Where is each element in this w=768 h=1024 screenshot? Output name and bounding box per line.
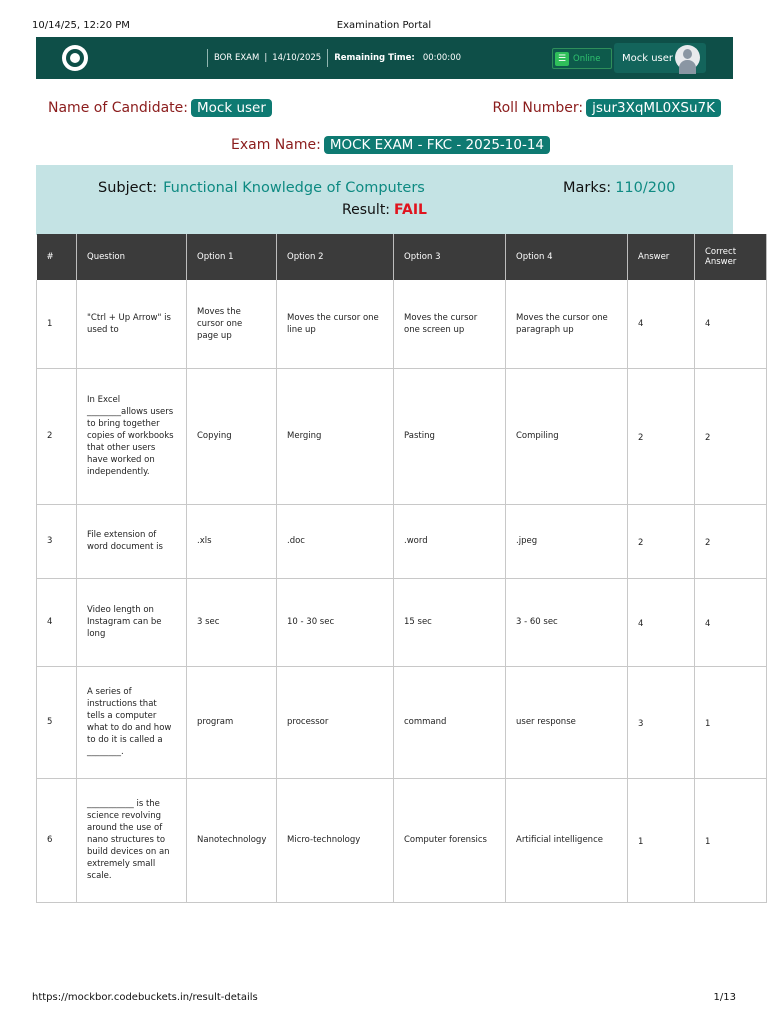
exam-code: BOR EXAM [214, 53, 260, 63]
cell-option-2: Moves the cursor one line up [277, 280, 394, 368]
avatar-icon [675, 45, 700, 70]
print-header [0, 0, 768, 34]
cell-answer: 2 [628, 504, 695, 578]
exam-name [231, 136, 550, 154]
table-row [37, 666, 767, 778]
cell-option-2: 10 - 30 sec [277, 578, 394, 666]
cell-correct-answer: 2 [695, 504, 767, 578]
cell-answer: 3 [628, 666, 695, 778]
cell-option-3: Pasting [394, 368, 506, 504]
cell-option-4: .jpeg [506, 504, 628, 578]
cell-option-3: Computer forensics [394, 778, 506, 902]
candidate-name-label: Name of Candidate: [48, 100, 188, 116]
col-header: Option 2 [277, 234, 394, 280]
cell-option-3: .word [394, 504, 506, 578]
divider [327, 49, 328, 67]
cell-option-4: Compiling [506, 368, 628, 504]
cell-option-1: Copying [187, 368, 277, 504]
cell-number: 2 [37, 368, 77, 504]
col-header: # [37, 234, 77, 280]
cell-answer: 2 [628, 368, 695, 504]
cell-question: File extension of word document is [77, 504, 187, 578]
subject-value: Functional Knowledge of Computers [163, 180, 425, 196]
roll-number [493, 99, 721, 117]
col-header: Answer [628, 234, 695, 280]
cell-option-1: .xls [187, 504, 277, 578]
table-row [37, 578, 767, 666]
cell-option-1: 3 sec [187, 578, 277, 666]
cell-option-2: Micro-technology [277, 778, 394, 902]
cell-question: A series of instructions that tells a computer what to do and how to do it is called a ________. [77, 666, 187, 778]
cell-option-1: Nanotechnology [187, 778, 277, 902]
divider: | [264, 53, 268, 63]
marks-label: Marks: [563, 180, 612, 196]
exam-info-bar [201, 48, 461, 68]
table-row [37, 280, 767, 368]
cell-answer: 4 [628, 578, 695, 666]
cell-option-3: 15 sec [394, 578, 506, 666]
cell-option-1: Moves the cursor one page up [187, 280, 277, 368]
print-datetime: 10/14/25, 12:20 PM [32, 20, 130, 31]
candidate-name-value: Mock user [191, 99, 272, 117]
cell-correct-answer: 1 [695, 778, 767, 902]
cell-question: "Ctrl + Up Arrow" is used to [77, 280, 187, 368]
cell-option-2: .doc [277, 504, 394, 578]
col-header: Question [77, 234, 187, 280]
user-menu-button[interactable] [614, 43, 706, 73]
result-table [36, 234, 767, 903]
exam-date: 14/10/2025 [272, 53, 322, 63]
result-label: Result: [342, 202, 391, 218]
remaining-time-label: Remaining Time: [334, 53, 415, 63]
cell-option-4: Artificial intelligence [506, 778, 628, 902]
cell-option-4: 3 - 60 sec [506, 578, 628, 666]
cell-number: 5 [37, 666, 77, 778]
online-status-label: Online [573, 53, 601, 64]
col-header: Option 3 [394, 234, 506, 280]
online-status-badge [552, 48, 612, 69]
marks-value: 110/200 [615, 180, 676, 196]
remaining-time-value: 00:00:00 [422, 53, 461, 63]
cell-option-3: command [394, 666, 506, 778]
top-navbar [36, 37, 733, 79]
cell-option-1: program [187, 666, 277, 778]
divider [207, 49, 208, 67]
candidate-name [48, 99, 272, 117]
roll-number-label: Roll Number: [492, 100, 584, 116]
subject-label: Subject: [98, 180, 158, 196]
cell-answer: 1 [628, 778, 695, 902]
cell-option-3: Moves the cursor one screen up [394, 280, 506, 368]
col-header: Option 1 [187, 234, 277, 280]
print-title: Examination Portal [336, 20, 432, 31]
cell-question: In Excel ________allows users to bring together copies of workbooks that other users have worked on independently. [77, 368, 187, 504]
cell-option-2: Merging [277, 368, 394, 504]
cell-option-2: processor [277, 666, 394, 778]
cell-number: 4 [37, 578, 77, 666]
cell-correct-answer: 1 [695, 666, 767, 778]
table-row [37, 778, 767, 902]
cell-correct-answer: 4 [695, 578, 767, 666]
user-name: Mock user [622, 52, 674, 64]
marks [563, 180, 675, 196]
roll-number-value: jsur3XqML0XSu7K [586, 99, 721, 117]
wifi-icon: ☰ [555, 52, 569, 66]
cell-question: ___________ is the science revolving around the use of nano structures to build devices on an extremely small scale. [77, 778, 187, 902]
result-value: FAIL [394, 202, 427, 218]
exam-name-value: MOCK EXAM - FKC - 2025-10-14 [324, 136, 550, 154]
logo-icon[interactable] [62, 45, 88, 71]
print-url: https://mockbor.codebuckets.in/result-details [32, 992, 258, 1003]
table-header-row [37, 234, 767, 280]
table-row [37, 504, 767, 578]
table-row [37, 368, 767, 504]
result [36, 202, 733, 218]
col-header: Option 4 [506, 234, 628, 280]
cell-number: 6 [37, 778, 77, 902]
col-header: Correct Answer [695, 234, 767, 280]
print-page-number: 1/13 [713, 992, 736, 1003]
cell-correct-answer: 2 [695, 368, 767, 504]
cell-number: 3 [37, 504, 77, 578]
cell-correct-answer: 4 [695, 280, 767, 368]
cell-option-4: user response [506, 666, 628, 778]
cell-answer: 4 [628, 280, 695, 368]
result-summary [36, 165, 733, 235]
cell-number: 1 [37, 280, 77, 368]
cell-question: Video length on Instagram can be long [77, 578, 187, 666]
cell-option-4: Moves the cursor one paragraph up [506, 280, 628, 368]
exam-name-label: Exam Name: [231, 137, 321, 153]
result-table-scroll[interactable] [36, 234, 737, 904]
subject [98, 180, 425, 196]
